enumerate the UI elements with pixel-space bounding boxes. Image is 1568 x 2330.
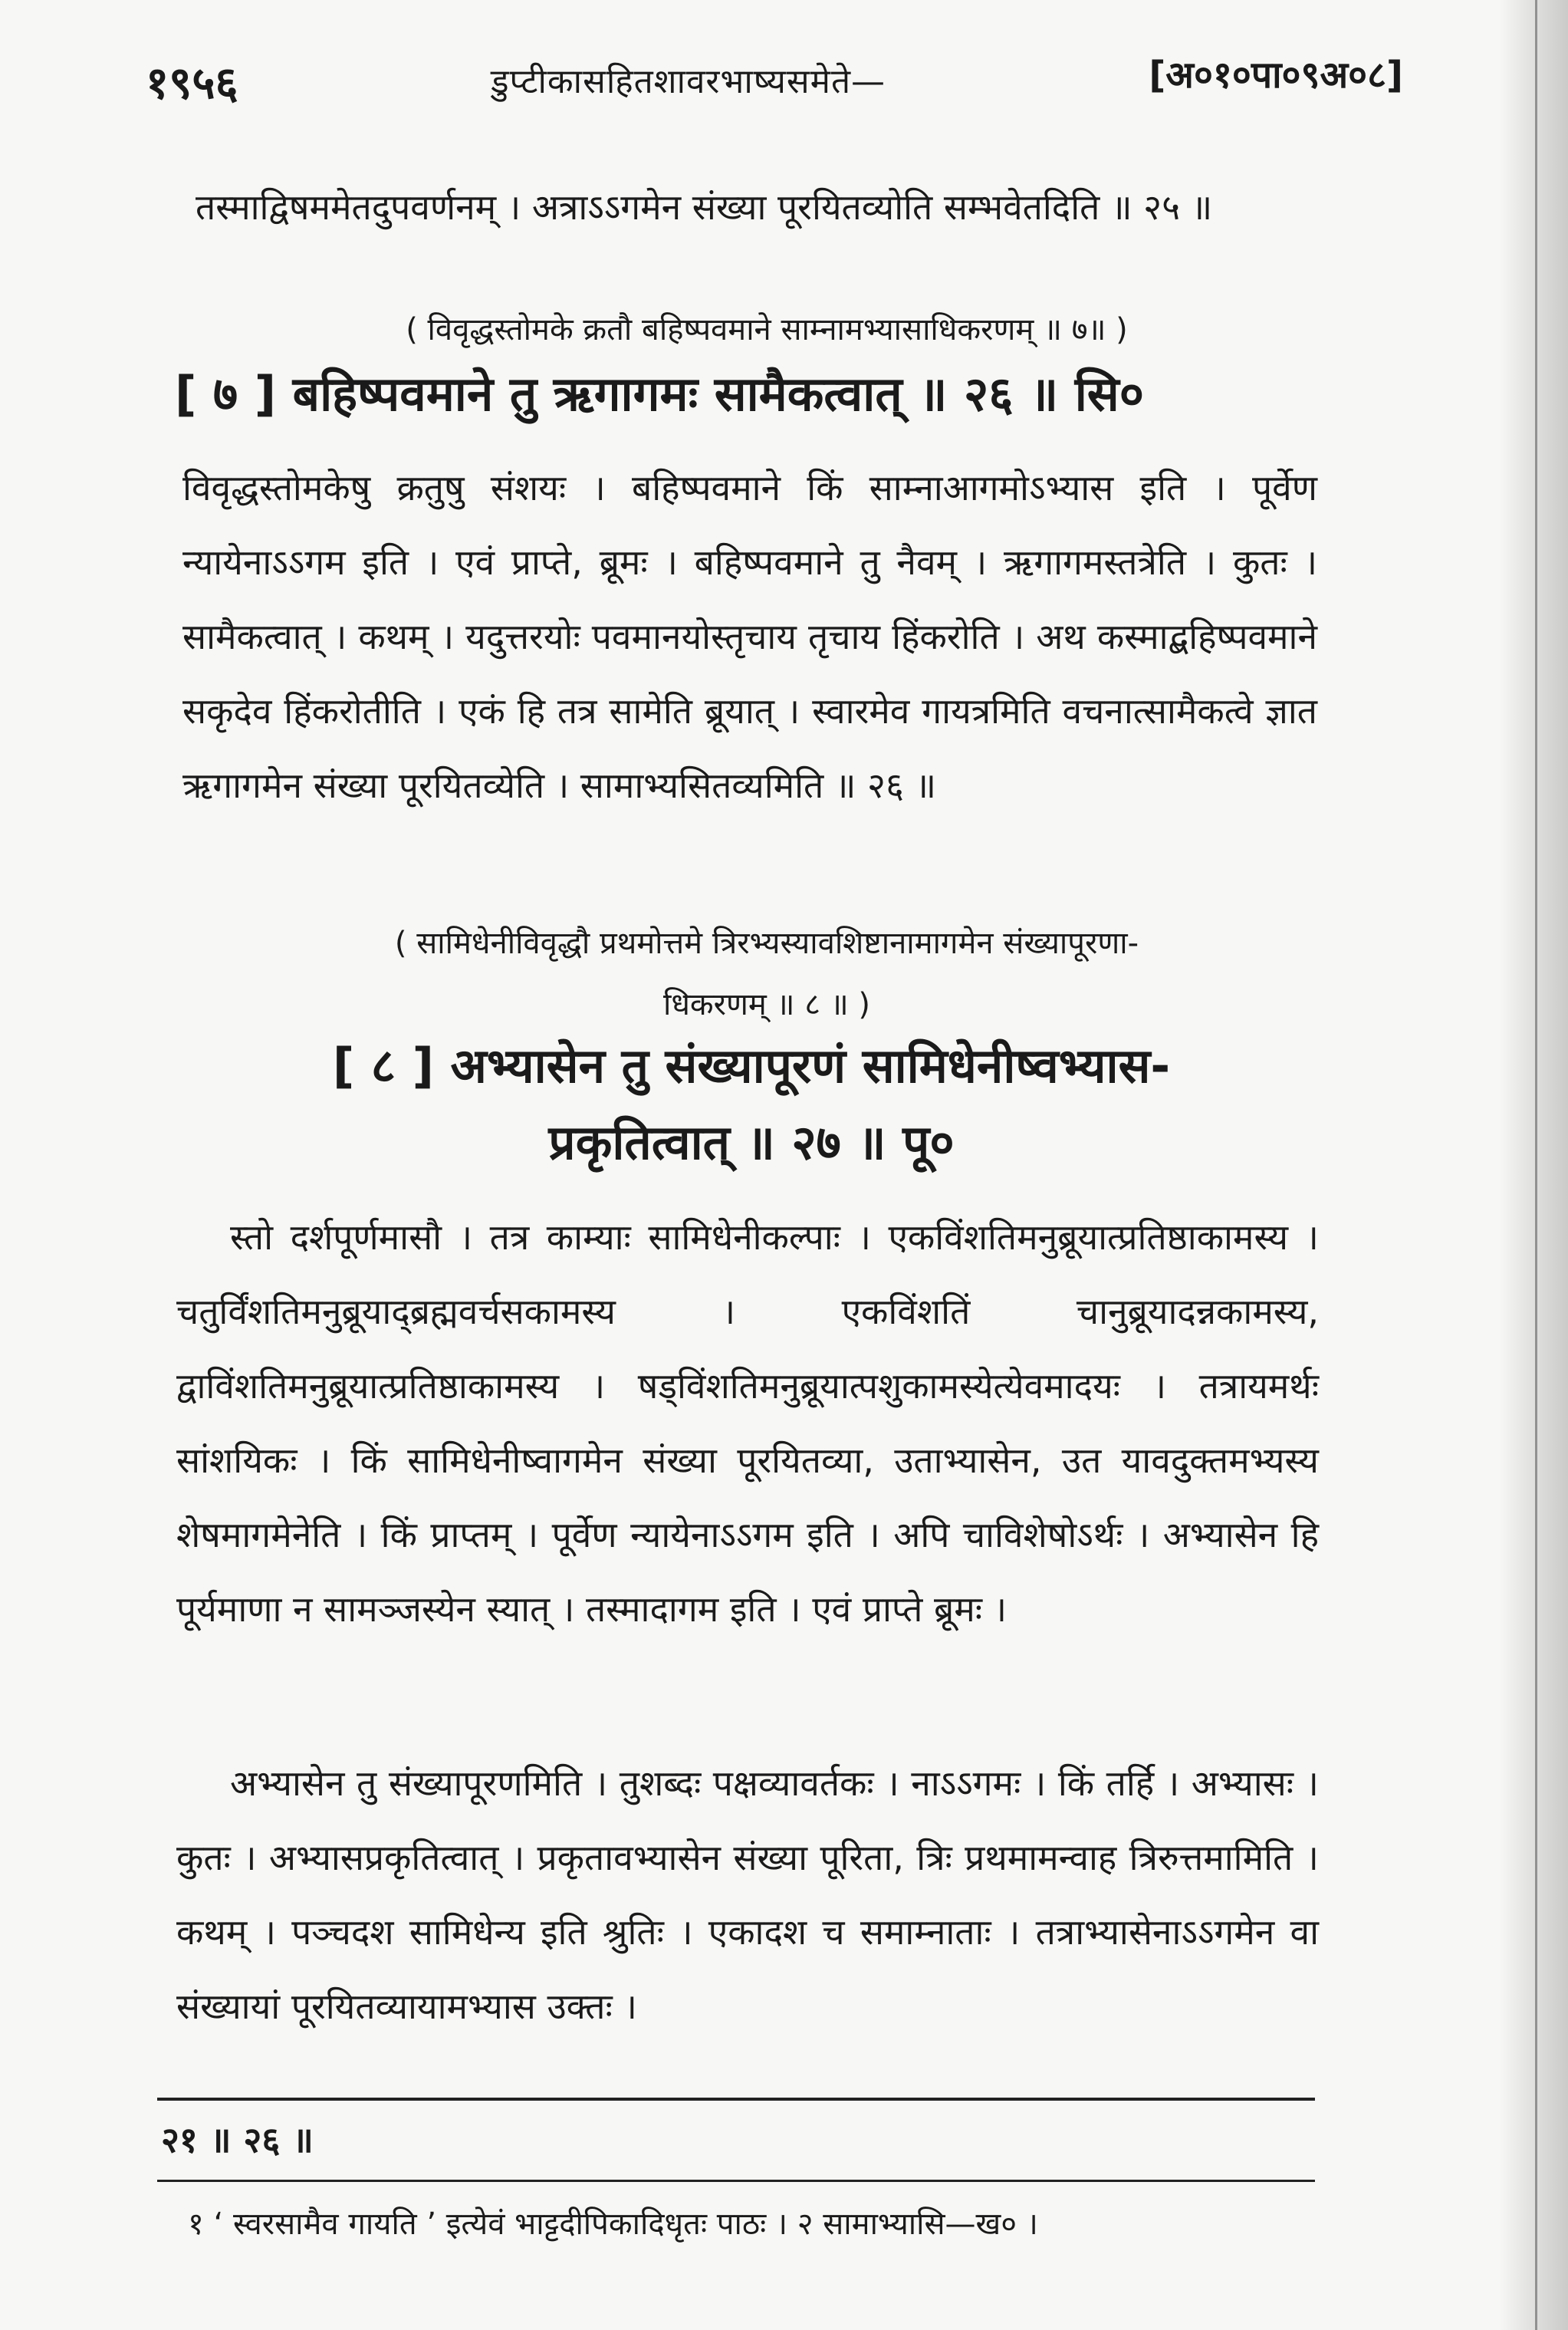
running-title: डुप्टीकासहितशावरभाष्यसमेते— (491, 62, 886, 101)
sutra-8-line-2: प्रकृतित्वात् ॥ २७ ॥ पू० (548, 1114, 955, 1170)
adhikarana-caption-8 (215, 913, 1319, 1035)
caption-8-line-1: ( सामिधेनीविवृद्धौ प्रथमोत्तमे त्रिरभ्यस्यावशिष्टानामागमेन संख्यापूरणा- (394, 926, 1139, 961)
adhikarana-caption-7: ( विवृद्धस्तोमके क्रतौ बहिष्पवमाने साम्नामभ्यासाधिकरणम् ॥ ७॥ ) (406, 312, 1128, 347)
paragraph-2: विवृद्धस्तोमकेषु क्रतुषु संशयः । बहिष्पवमाने किं साम्नाआगमोऽभ्यास इति । पूर्वेण न्यायेनाऽऽगम इति । एवं प्राप्ते, ब्रूमः । बहिष्पवमाने तु नैवम् । ऋगागमस्तत्रेति । कुतः । सामैकत्वात् । कथम् । यदुत्तरयोः पवमानयोस्तृचाय तृचाय हिंकरोति । अथ कस्माद्बहिष्पवमाने सकृदेव हिंकरोतीति । एकं हि तत्र सामेति ब्रूयात् । स्वारमेव गायत्रमिति वचनात्सामैकत्वे ज्ञात ऋगागमेन संख्या पूरयितव्येति । सामाभ्यसितव्यमिति ॥ २६ ॥ (182, 467, 1317, 806)
binding-edge (1535, 0, 1537, 2330)
paragraph-1: तस्माद्विषममेतदुपवर्णनम् । अत्राऽऽगमेन संख्या पूरयितव्योति सम्भवेतदिति ॥ २५ ॥ (196, 186, 1213, 228)
paragraph-3: स्तो दर्शपूर्णमासौ । तत्र काम्याः सामिधेनीकल्पाः । एकविंशतिमनुब्रूयात्प्रतिष्ठाकामस्य । चतुर्विंशतिमनुब्रूयाद्ब्रह्मवर्चसकामस्य । एकविंशतिं चानुब्रूयादन्नकामस्य, द्वाविंशतिमनुब्रूयात्प्रतिष्ठाकामस्य । षड्विंशतिमनुब्रूयात्पशुकामस्येत्येवमादयः । तत्रायमर्थः सांशयिकः । किं सामिधेनीष्वागमेन संख्या पूरयितव्या, उताभ्यासेन, उत यावदुक्तमभ्यस्य शेषमागमेनेति । किं प्राप्तम् । पूर्वेण न्यायेनाऽऽगम इति । अपि चाविशेषोऽर्थः । अभ्यासेन हि पूर्यमाणा न सामञ्जस्येन स्यात् । तस्मादागम इति । एवं प्राप्ते ब्रूमः । (176, 1216, 1319, 1630)
page-header (146, 46, 1403, 130)
footnote-divider-2 (157, 2180, 1315, 2182)
chapter-reference: [अ०१०पा०९अ०८] (1149, 54, 1403, 97)
sutra-7: [ ७ ] बहिष्पवमाने तु ऋगागमः सामैकत्वात् ॥ २६ ॥ सि० (175, 366, 1144, 422)
page-number: १९५६ (146, 57, 238, 109)
footnote-divider (157, 2098, 1315, 2101)
paragraph-4: अभ्यासेन तु संख्यापूरणमिति । तुशब्दः पक्षव्यावर्तकः । नाऽऽगमः । किं तर्हि । अभ्यासः । कुतः । अभ्यासप्रकृतित्वात् । प्रकृतावभ्यासेन संख्या पूरिता, त्रिः प्रथमामन्वाह त्रिरुत्तमामिति । कथम् । पञ्चदश सामिधेन्य इति श्रुतिः । एकादश च समाम्नाताः । तत्राभ्यासेनाऽऽगमेन वा संख्यायां पूरयितव्यायामभ्यास उक्तः । (176, 1762, 1319, 2027)
verse-references: २१ ॥ २६ ॥ (161, 2119, 314, 2161)
sutra-8 (230, 1028, 1273, 1181)
sutra-8-line-1: [ ८ ] अभ्यासेन तु संख्यापूरणं सामिधेनीष्वभ्यास- (332, 1038, 1171, 1094)
footnote: १ ‘ स्वरसामैव गायति ’ इत्येवं भाट्टदीपिकादिधृतः पाठः । २ सामाभ्यासि—ख० । (188, 2207, 1038, 2242)
caption-8-line-2: धिकरणम् ॥ ८ ॥ ) (662, 987, 871, 1022)
page-edge-shadow (1499, 0, 1568, 2330)
